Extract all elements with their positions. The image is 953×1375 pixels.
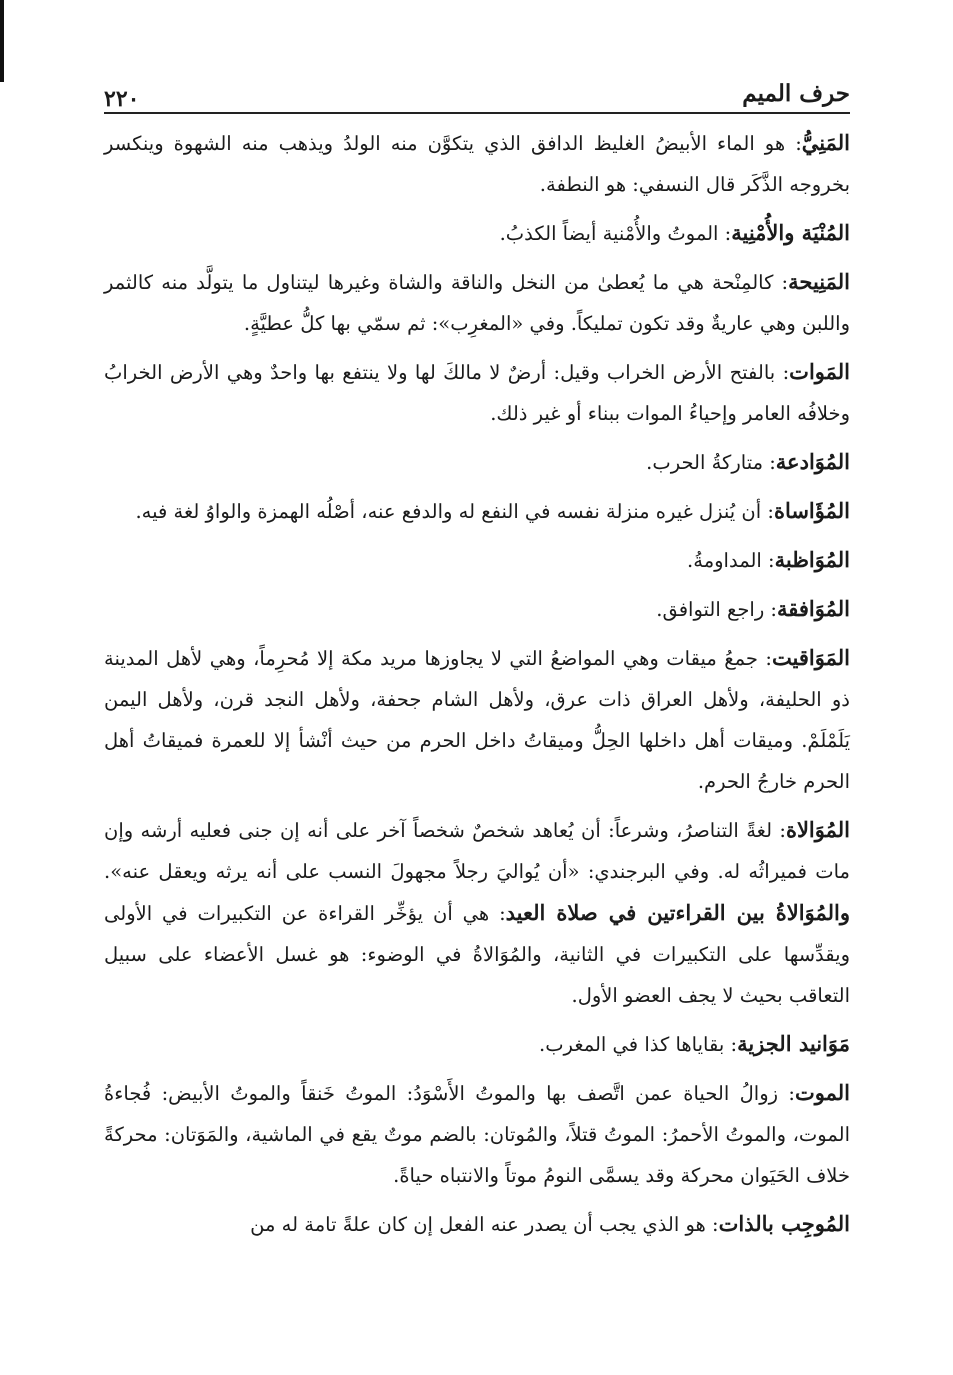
entry-term: المُوَالاة (785, 817, 850, 842)
entry-definition: : الموتُ والأُمْنية أيضاً الكذبُ. (499, 222, 732, 245)
entry-definition: : بقاياها كذا في المغرب. (539, 1033, 738, 1056)
entry-term: المَوات (789, 359, 850, 384)
entry-term: المُوَاظبة (774, 547, 850, 572)
entry-almuasat (104, 490, 850, 532)
entry-almaniyy (104, 122, 850, 205)
scan-edge-mark (0, 0, 4, 82)
entry-term: المَوَاقيت (771, 645, 850, 670)
entry-term: المَنِيحة (788, 269, 850, 294)
entry-almuwalat (104, 809, 850, 1016)
entry-definition: : كالمِنْحة هي ما يُعطىٰ من النخل والناقة والشاة وغيرها ليتناول ما يتولَّد منه كالثمر واللبن وهي عاريةٌ وقد تكون تمليكاً. وفي «المغرِب»: ثم سمّي بها كلُّ عطيَّةٍ. (104, 271, 850, 335)
entry-definition: : هو الذي يجب أن يصدر عنه الفعل إن كان علةً تامة له من (250, 1213, 719, 1236)
entry-term: مَوَانيد الجزية (737, 1031, 850, 1056)
entry-almunya (104, 212, 850, 254)
entry-definition: : المداومةُ. (687, 549, 775, 572)
entry-definition: : بالفتح الأرض الخراب وقيل: أرضٌ لا مالكَ لها ولا ينتفع بها واحدٌ وهي الأرض الخرابُ وخلافُه العامر وإحياءُ الموات ببناء أو غير ذلك. (104, 361, 850, 425)
entry-almawaqit (104, 637, 850, 802)
page-number: ٢٢٠ (104, 86, 140, 112)
entry-definition: : جمعُ ميقات وهي المواضعُ التي لا يجاوزها مريد مكة إلا مُحرِماً، وهي لأهل المدينة ذو الحليفة، ولأهل العراق ذات عرق، ولأهل الشام جحفة، ولأهل النجد قرن، ولأهل اليمن يَلَمْلَمْ. وميقات أهل داخلها الحِلُّ وميقاتُ داخل الحرم من حيث أنْشأ إلا للعمرة فميقاتُ أهل الحرم خارجُ الحرم. (104, 647, 850, 793)
running-head: حرف الميم (742, 80, 850, 107)
entry-almuwazaba (104, 539, 850, 581)
entry-definition-continued: : هي أن يؤخِّر القراءة عن التكبيرات في الأولى ويقدِّسها على التكبيرات في الثانية، والمُوَالاةُ في الوضوء: هو غسل الأعضاء على سبيل التعاقب بحيث لا يجف العضو الأول. (104, 902, 850, 1007)
entry-almawat (104, 351, 850, 434)
entry-almujib-bildhat (104, 1203, 850, 1245)
entry-term: المُوَافقة (777, 596, 850, 621)
entry-definition: : لغةً التناصرُ، وشرعاً: أن يُعاهد شخصٌ شخصاً آخر على أنه إن جنى فعليه أرشه وإن مات فميراثُه له. وفي البرجندي: «أن يُواليَ رجلاً مجهولَ النسب على أنه يرثه ويعقل عنه». (104, 819, 850, 883)
entry-definition: : راجع التوافق. (656, 598, 778, 621)
entry-term: المُؤَاساة (773, 498, 850, 523)
entry-almuwafaqa (104, 588, 850, 630)
entry-term: المُوَادعة (775, 449, 850, 474)
page-header (104, 72, 850, 114)
book-page (104, 72, 850, 1252)
entry-term: الموت (795, 1080, 850, 1105)
entry-definition: : أن يُنزل غيره منزلة نفسه في النفع له والدفع عنه، أصْلُه الهمزة والواوُ لغة فيه. (135, 500, 774, 523)
entry-definition: : زوالُ الحياة عمن اتَّصف بها والموتُ الأَسْوَدُ: الموتُ خَنقاً والموتُ الأبيض: فُجاءةُ الموت، والموتُ الأحمرُ: الموتُ قتلاً، والمُوتان: بالضم موتٌ يقع في الماشية، والمَوَتان: محركةً خلاف الحَيَوان محركة وقد يسمَّى النومُ موتاً والانتباه حياةً. (104, 1082, 850, 1187)
entry-almuwadaa (104, 441, 850, 483)
entry-almawt (104, 1072, 850, 1196)
entry-mawanid-aljizya (104, 1023, 850, 1065)
entry-term: المُنْيَة والأُمْنِية (731, 220, 850, 245)
dictionary-entries (104, 122, 850, 1245)
entry-term: المُوجِب بالذات (718, 1211, 850, 1236)
entry-almaniha (104, 261, 850, 344)
entry-term: المَنِيُّ (801, 130, 850, 155)
entry-definition: : هو الماء الأبيضُ الغليظ الدافق الذي يتكوَّن منه الولدُ ويذهب منه الشهوة وينكسر بخروجه الذَّكَر قال النسفي: هو النطفة. (104, 132, 850, 196)
entry-definition: : متاركةُ الحرب. (646, 451, 776, 474)
inline-subterm: والمُوَالاةُ بين القراءتين في صلاة العيد (505, 900, 850, 925)
